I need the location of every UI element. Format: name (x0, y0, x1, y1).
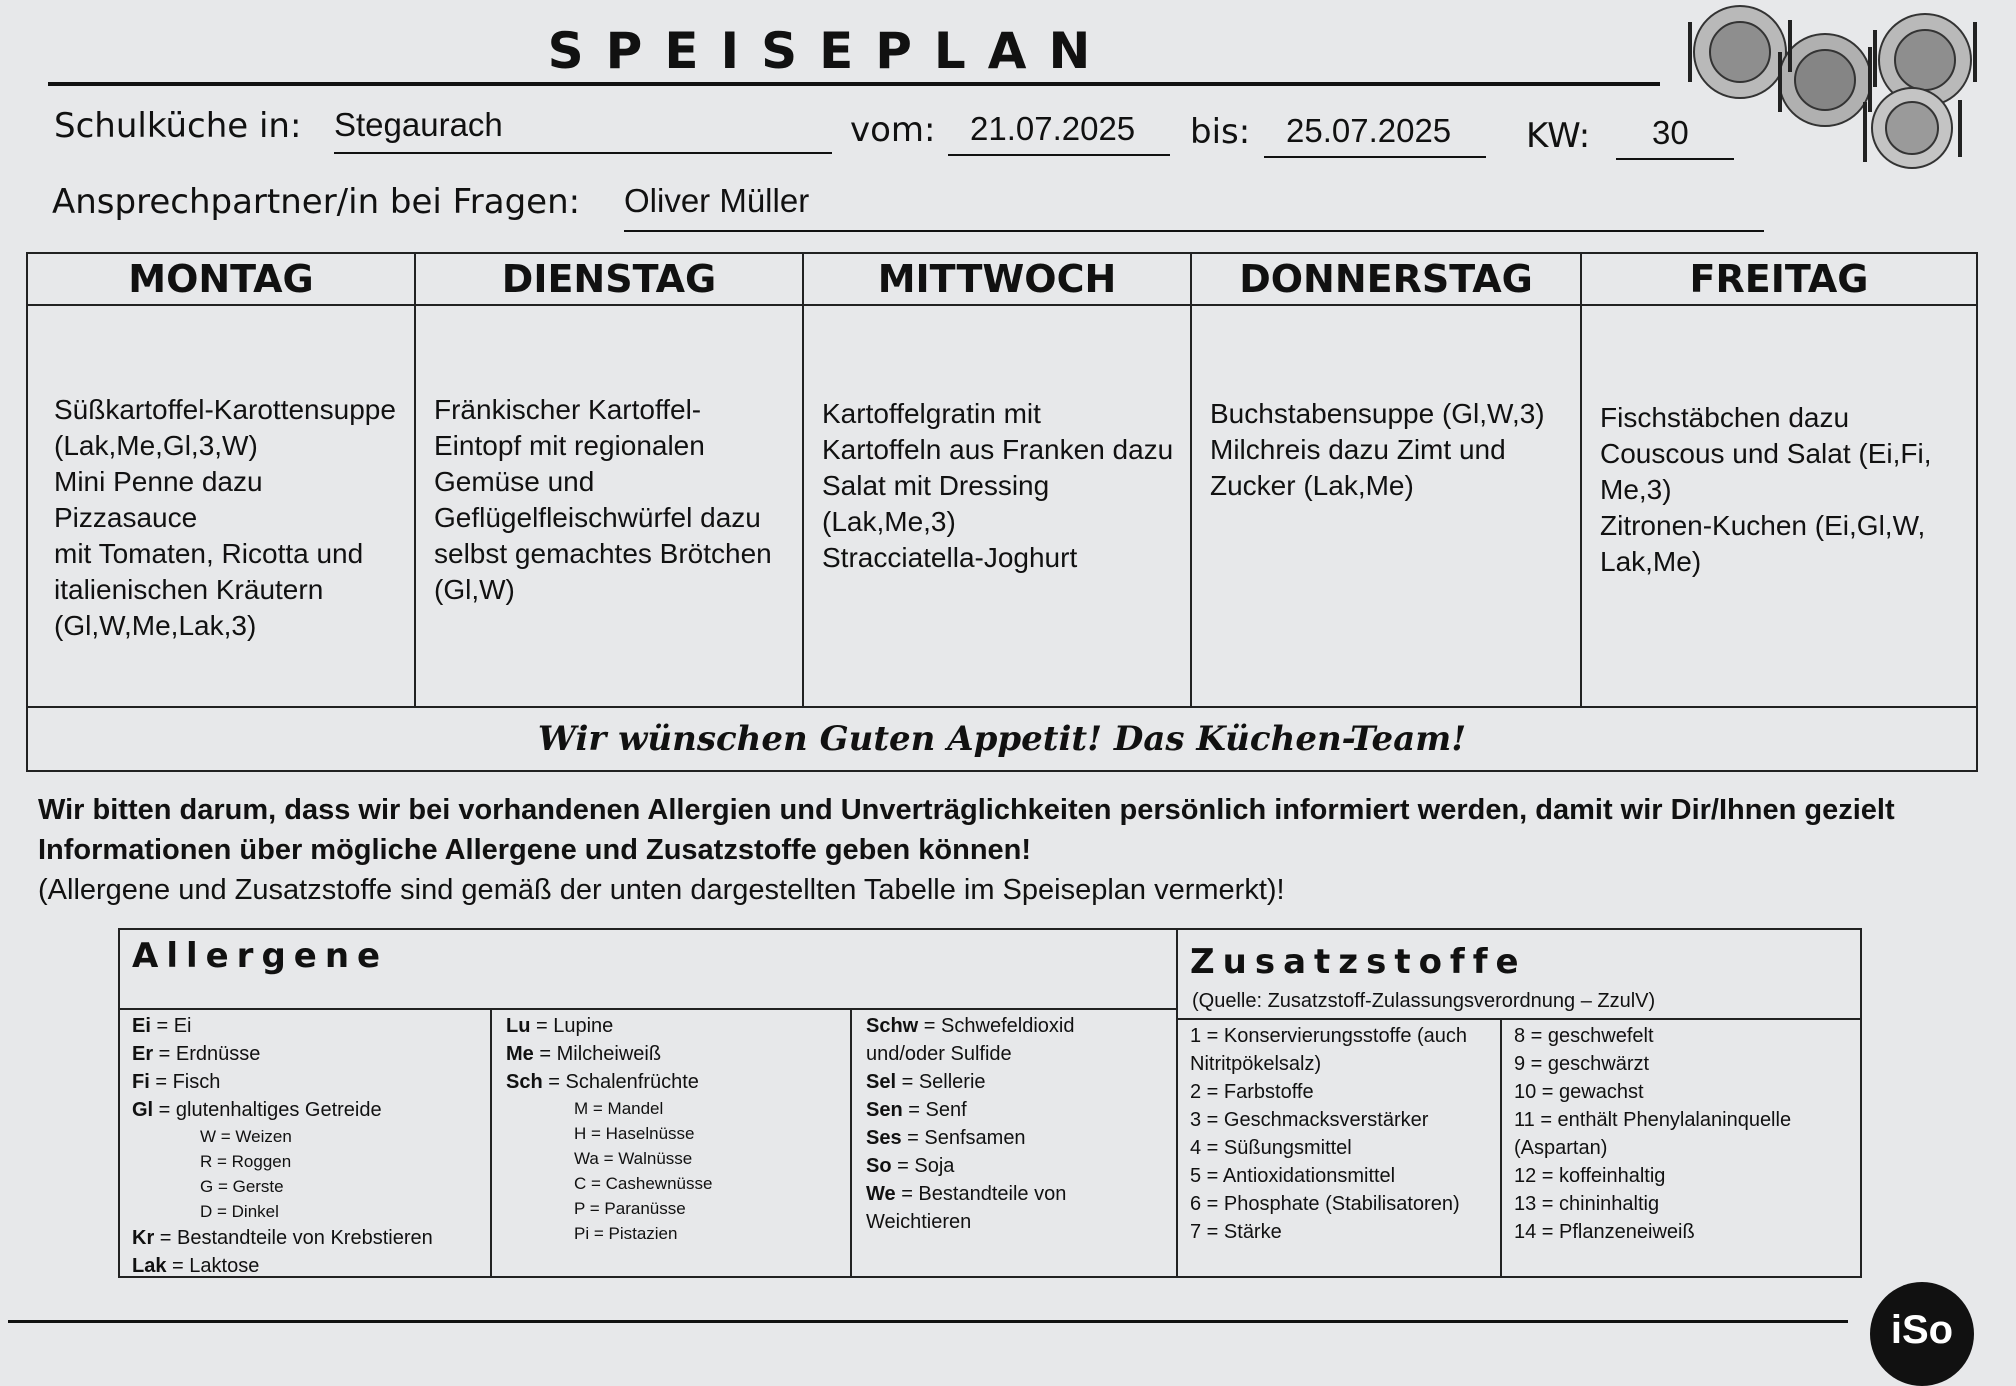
kw-label: KW: (1526, 116, 1591, 156)
allergen-text: = Senfsamen (901, 1127, 1026, 1149)
additive-entry: 4 = Süßungsmittel (1190, 1137, 1352, 1159)
iso-logo: iSo (1870, 1282, 1974, 1386)
allergen-text: = Soja (891, 1155, 955, 1177)
allergen-entry (506, 1068, 712, 1096)
additives-source: (Quelle: Zusatzstoff-Zulassungsverordnung – ZzulV) (1192, 990, 1656, 1012)
allergen-subtype: R = Roggen (200, 1152, 292, 1171)
additives-title: Zusatzstoffe (1190, 942, 1527, 982)
additive-entry: 3 = Geschmacksverstärker (1190, 1109, 1429, 1131)
allergen-code: Me (506, 1043, 534, 1065)
allergen-subtype: C = Cashewnüsse (574, 1174, 713, 1193)
allergen-text: = Fisch (149, 1071, 221, 1093)
allergen-text: Weichtieren (866, 1211, 972, 1233)
allergen-text: = Milcheiweiß (533, 1043, 662, 1065)
allergen-text: = Ei (150, 1015, 192, 1037)
allergen-code: Lu (506, 1015, 531, 1037)
allergen-code: Schw (866, 1015, 919, 1037)
additive-entry: 5 = Antioxidationsmittel (1190, 1165, 1396, 1187)
allergen-code: So (866, 1155, 892, 1177)
day-column-wednesday (804, 254, 1192, 706)
allergen-entry (506, 1012, 712, 1040)
additive-entry: 6 = Phosphate (Stabilisatoren) (1190, 1193, 1460, 1215)
allergens-col-divider-1 (490, 1008, 492, 1276)
allergen-text: = Sellerie (896, 1071, 986, 1093)
contact-value: Oliver Müller (624, 182, 810, 219)
allergen-code: Sen (866, 1099, 903, 1121)
allergens-col-3 (866, 1012, 1074, 1236)
day-header: MONTAG (28, 254, 414, 306)
allergen-entry (866, 1124, 1074, 1152)
allergen-code: Kr (132, 1227, 155, 1249)
additive-entry: 9 = geschwärzt (1514, 1053, 1650, 1075)
day-menu: Süßkartoffel-Karottensuppe (Lak,Me,Gl,3,W) Mini Penne dazu Pizzasauce mit Tomaten, Ricotta und italienischen Kräutern (Gl,W,Me,Lak,3) (54, 394, 396, 641)
allergens-col-1 (132, 1012, 433, 1280)
allergen-entry (866, 1180, 1074, 1208)
allergen-entry (866, 1040, 1074, 1068)
allergen-entry (866, 1208, 1074, 1236)
section-divider (1176, 930, 1178, 1276)
additive-entry: Nitritpökelsalz) (1190, 1053, 1322, 1075)
allergen-text: = Schwefeldioxid (918, 1015, 1075, 1037)
day-column-tuesday (416, 254, 804, 706)
allergens-col-divider-2 (850, 1008, 852, 1276)
greeting-footer: Wir wünschen Guten Appetit! Das Küchen-Team! (28, 706, 1976, 770)
allergen-code: Ses (866, 1127, 902, 1149)
day-column-thursday (1192, 254, 1582, 706)
allergens-col-2 (506, 1012, 712, 1246)
allergen-code: Er (132, 1043, 154, 1065)
contact-label: Ansprechpartner/in bei Fragen: (52, 182, 581, 222)
allergen-code: Fi (132, 1071, 150, 1093)
allergen-subtype: G = Gerste (200, 1177, 284, 1196)
legend-table (118, 928, 1862, 1278)
allergen-subtype: D = Dinkel (200, 1202, 279, 1221)
kitchen-underline (334, 152, 832, 154)
allergy-notice (38, 790, 1958, 910)
allergen-text: = Schalenfrüchte (542, 1071, 699, 1093)
page-title: SPEISEPLAN (547, 22, 1113, 80)
additives-divider (1176, 1018, 1860, 1020)
to-value: 25.07.2025 (1286, 112, 1452, 149)
allergen-entry (132, 1040, 433, 1068)
allergen-code: Sel (866, 1071, 897, 1093)
additive-entry: 11 = enthält Phenylalaninquelle (1514, 1109, 1792, 1131)
allergen-entry (506, 1040, 712, 1068)
allergen-entry (132, 1068, 433, 1096)
additives-col-1 (1190, 1022, 1467, 1246)
allergen-text: = Erdnüsse (153, 1043, 261, 1065)
day-column-friday (1582, 254, 1978, 706)
additives-col-divider (1500, 1018, 1502, 1276)
allergen-entry (866, 1152, 1074, 1180)
allergen-subtype: W = Weizen (200, 1127, 292, 1146)
day-header: DONNERSTAG (1192, 254, 1580, 306)
allergen-text: = Bestandteile von Krebstieren (154, 1227, 433, 1249)
day-column-monday (28, 254, 416, 706)
allergen-entry (132, 1096, 433, 1124)
additive-entry: (Aspartan) (1514, 1137, 1608, 1159)
bottom-rule (8, 1320, 1848, 1323)
from-value: 21.07.2025 (970, 110, 1136, 147)
additive-entry: 10 = gewachst (1514, 1081, 1644, 1103)
kw-value: 30 (1652, 114, 1689, 151)
day-header: DIENSTAG (416, 254, 802, 306)
allergen-code: Ei (132, 1015, 151, 1037)
allergen-subtype: Wa = Walnüsse (574, 1149, 693, 1168)
allergen-entry (866, 1096, 1074, 1124)
additives-col-2 (1514, 1022, 1791, 1246)
day-menu: Buchstabensuppe (Gl,W,3) Milchreis dazu Zimt und Zucker (Lak,Me) (1210, 398, 1545, 501)
allergen-subtype: H = Haselnüsse (574, 1124, 695, 1143)
allergen-text: = Bestandteile von (895, 1183, 1067, 1205)
allergen-text: = Lupine (530, 1015, 614, 1037)
day-menu: Fischstäbchen dazu Couscous und Salat (Ei,Fi, Me,3) Zitronen-Kuchen (Ei,Gl,W, Lak,Me) (1600, 402, 1932, 577)
additive-entry: 12 = koffeinhaltig (1514, 1165, 1666, 1187)
kitchen-value: Stegaurach (334, 106, 503, 143)
day-menu: Kartoffelgratin mit Kartoffeln aus Franken dazu Salat mit Dressing (Lak,Me,3) Stracciatella-Joghurt (822, 398, 1174, 573)
kw-underline (1616, 158, 1734, 160)
allergen-code: Sch (506, 1071, 543, 1093)
title-rule (48, 82, 1660, 86)
allergen-subtype: P = Paranüsse (574, 1199, 686, 1218)
allergen-entry (866, 1068, 1074, 1096)
additive-entry: 13 = chininhaltig (1514, 1193, 1660, 1215)
allergen-entry (132, 1224, 433, 1252)
plates-cutlery-icon (1680, 2, 2000, 172)
allergen-code: Lak (132, 1255, 167, 1277)
additive-entry: 8 = geschwefelt (1514, 1025, 1654, 1047)
from-underline (948, 154, 1170, 156)
allergens-title: Allergene (132, 936, 389, 976)
to-label: bis: (1190, 112, 1251, 152)
allergen-entry (132, 1252, 433, 1280)
allergen-text: = Senf (902, 1099, 967, 1121)
additive-entry: 1 = Konservierungsstoffe (auch (1190, 1025, 1468, 1047)
allergen-entry (132, 1012, 433, 1040)
additive-entry: 7 = Stärke (1190, 1221, 1282, 1243)
kitchen-label: Schulküche in: (54, 106, 302, 146)
allergen-entry (866, 1012, 1074, 1040)
contact-underline (624, 230, 1764, 232)
allergen-subtype: M = Mandel (574, 1099, 664, 1118)
allergen-text: = Laktose (166, 1255, 260, 1277)
to-underline (1264, 156, 1486, 158)
allergen-subtype: Pi = Pistazien (574, 1224, 678, 1243)
allergens-divider (120, 1008, 1176, 1010)
allergy-notice-bold: Wir bitten darum, dass wir bei vorhandenen Allergien und Unverträglichkeiten persönlich informiert werden, damit wir Dir/Ihnen gezielt Informationen über mögliche Allergene und Zusatzstoffe geben können! (38, 794, 1895, 866)
allergy-notice-normal: (Allergene und Zusatzstoffe sind gemäß der unten dargestellten Tabelle im Speiseplan vermerkt)! (38, 874, 1285, 906)
allergen-code: We (866, 1183, 896, 1205)
additive-entry: 14 = Pflanzeneiweiß (1514, 1221, 1695, 1243)
additive-entry: 2 = Farbstoffe (1190, 1081, 1314, 1103)
day-menu: Fränkischer Kartoffel- Eintopf mit regionalen Gemüse und Geflügelfleischwürfel dazu selbst gemachtes Brötchen (Gl,W) (434, 394, 772, 605)
day-header: FREITAG (1582, 254, 1976, 306)
day-header: MITTWOCH (804, 254, 1190, 306)
allergen-text: = glutenhaltiges Getreide (153, 1099, 382, 1121)
allergen-code: Gl (132, 1099, 154, 1121)
menu-table (26, 252, 1978, 772)
allergen-text: und/oder Sulfide (866, 1043, 1012, 1065)
from-label: vom: (850, 110, 936, 150)
